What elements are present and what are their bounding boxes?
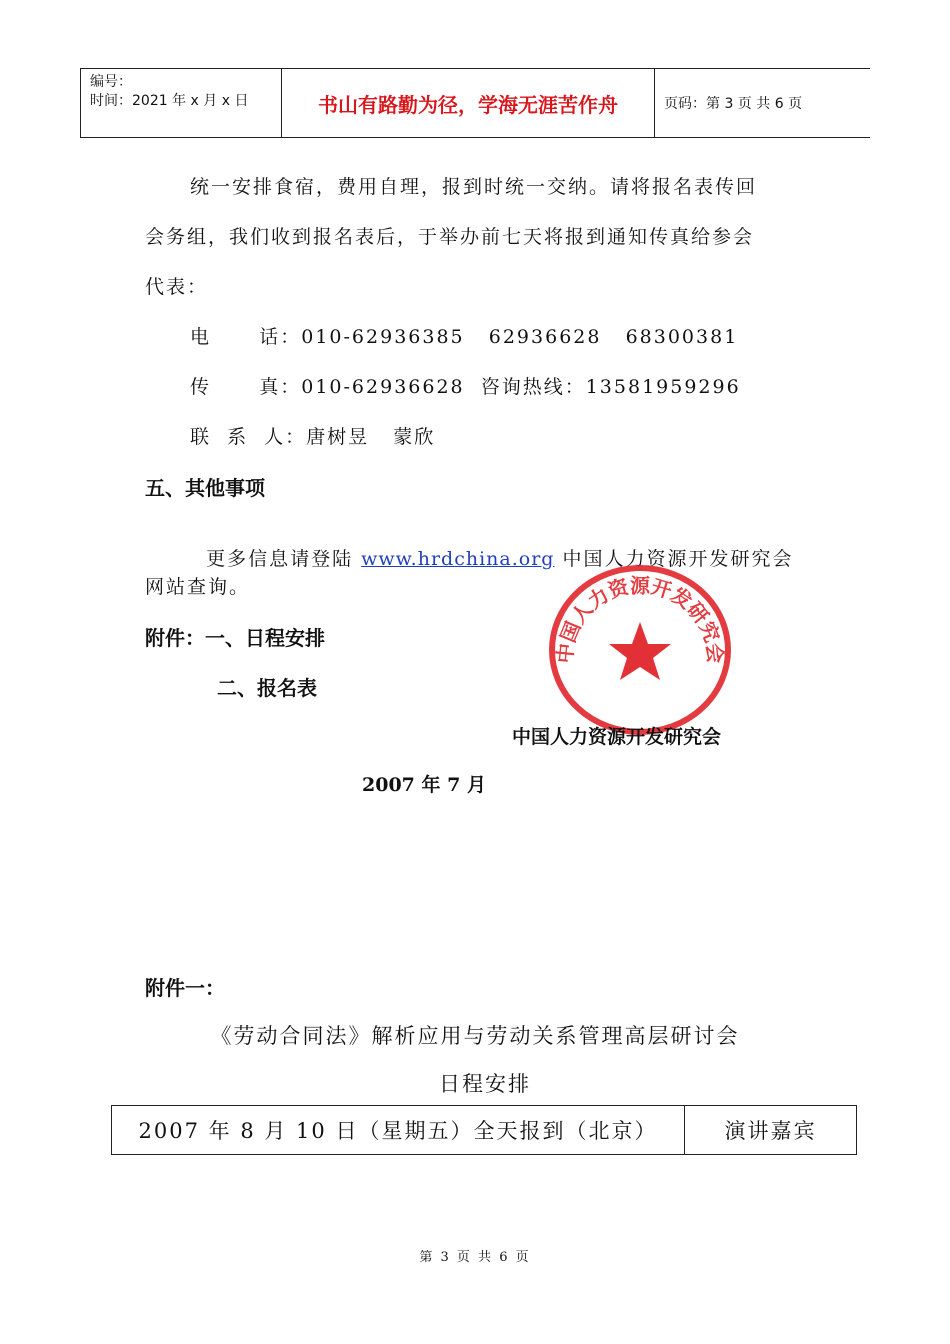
document-header bbox=[80, 68, 870, 138]
official-seal-stamp bbox=[545, 560, 735, 740]
seal-text: 中国人力资源开发研究会 bbox=[552, 573, 728, 665]
seminar-title: 《劳动合同法》解析应用与劳动关系管理高层研讨会 bbox=[210, 1024, 740, 1048]
table-cell-speaker-header: 演讲嘉宾 bbox=[724, 1119, 817, 1143]
contact-line: 联 系 人：唐树昱 蒙欣 bbox=[190, 426, 436, 448]
section-heading: 五、其他事项 bbox=[145, 476, 265, 500]
header-motto: 书山有路勤为径，学海无涯苦作舟 bbox=[318, 92, 618, 117]
header-time: 时间：2021 年 x 月 x 日 bbox=[90, 93, 249, 109]
seal-star-icon bbox=[609, 622, 671, 680]
header-number: 编号： bbox=[90, 74, 132, 90]
attachment-heading: 附件一： bbox=[145, 976, 225, 1000]
header-divider bbox=[654, 69, 655, 137]
paragraph-line: 会务组，我们收到报名表后，于举办前七天将报到通知传真给参会 bbox=[145, 226, 755, 248]
paragraph-line: 统一安排食宿，费用自理，报到时统一交纳。请将报名表传回 bbox=[190, 176, 758, 198]
signature-date: 2007 年 7 月 bbox=[362, 774, 486, 796]
header-page-label: 页码：第 3 页 共 6 页 bbox=[664, 96, 803, 112]
paragraph-line: 代表： bbox=[145, 276, 209, 298]
info-suffix: 中国人力资源开发研究会 bbox=[554, 548, 794, 570]
header-divider bbox=[80, 69, 81, 137]
organization-signature: 中国人力资源开发研究会 bbox=[512, 726, 722, 748]
header-meta bbox=[90, 73, 248, 111]
table-cell-date: 2007 年 8 月 10 日（星期五）全天报到（北京） bbox=[112, 1106, 685, 1154]
seminar-title-wrap bbox=[0, 1020, 950, 1050]
page-footer: 第 3 页 共 6 页 bbox=[419, 1250, 531, 1265]
schedule-title-wrap bbox=[0, 1068, 950, 1098]
website-link[interactable]: www.hrdchina.org bbox=[361, 548, 555, 570]
info-prefix: 更多信息请登陆 bbox=[206, 548, 362, 570]
fax-line: 传 真：010-62936628 咨询热线：13581959296 bbox=[190, 376, 741, 398]
phone-line: 电 话：010-62936385 62936628 68300381 bbox=[190, 326, 739, 348]
attachment-line: 二、报名表 bbox=[217, 676, 317, 700]
paragraph-line: 网站查询。 bbox=[145, 576, 251, 598]
schedule-title: 日程安排 bbox=[439, 1072, 531, 1096]
schedule-table bbox=[111, 1105, 857, 1155]
attachment-line: 附件：一、日程安排 bbox=[145, 626, 325, 650]
